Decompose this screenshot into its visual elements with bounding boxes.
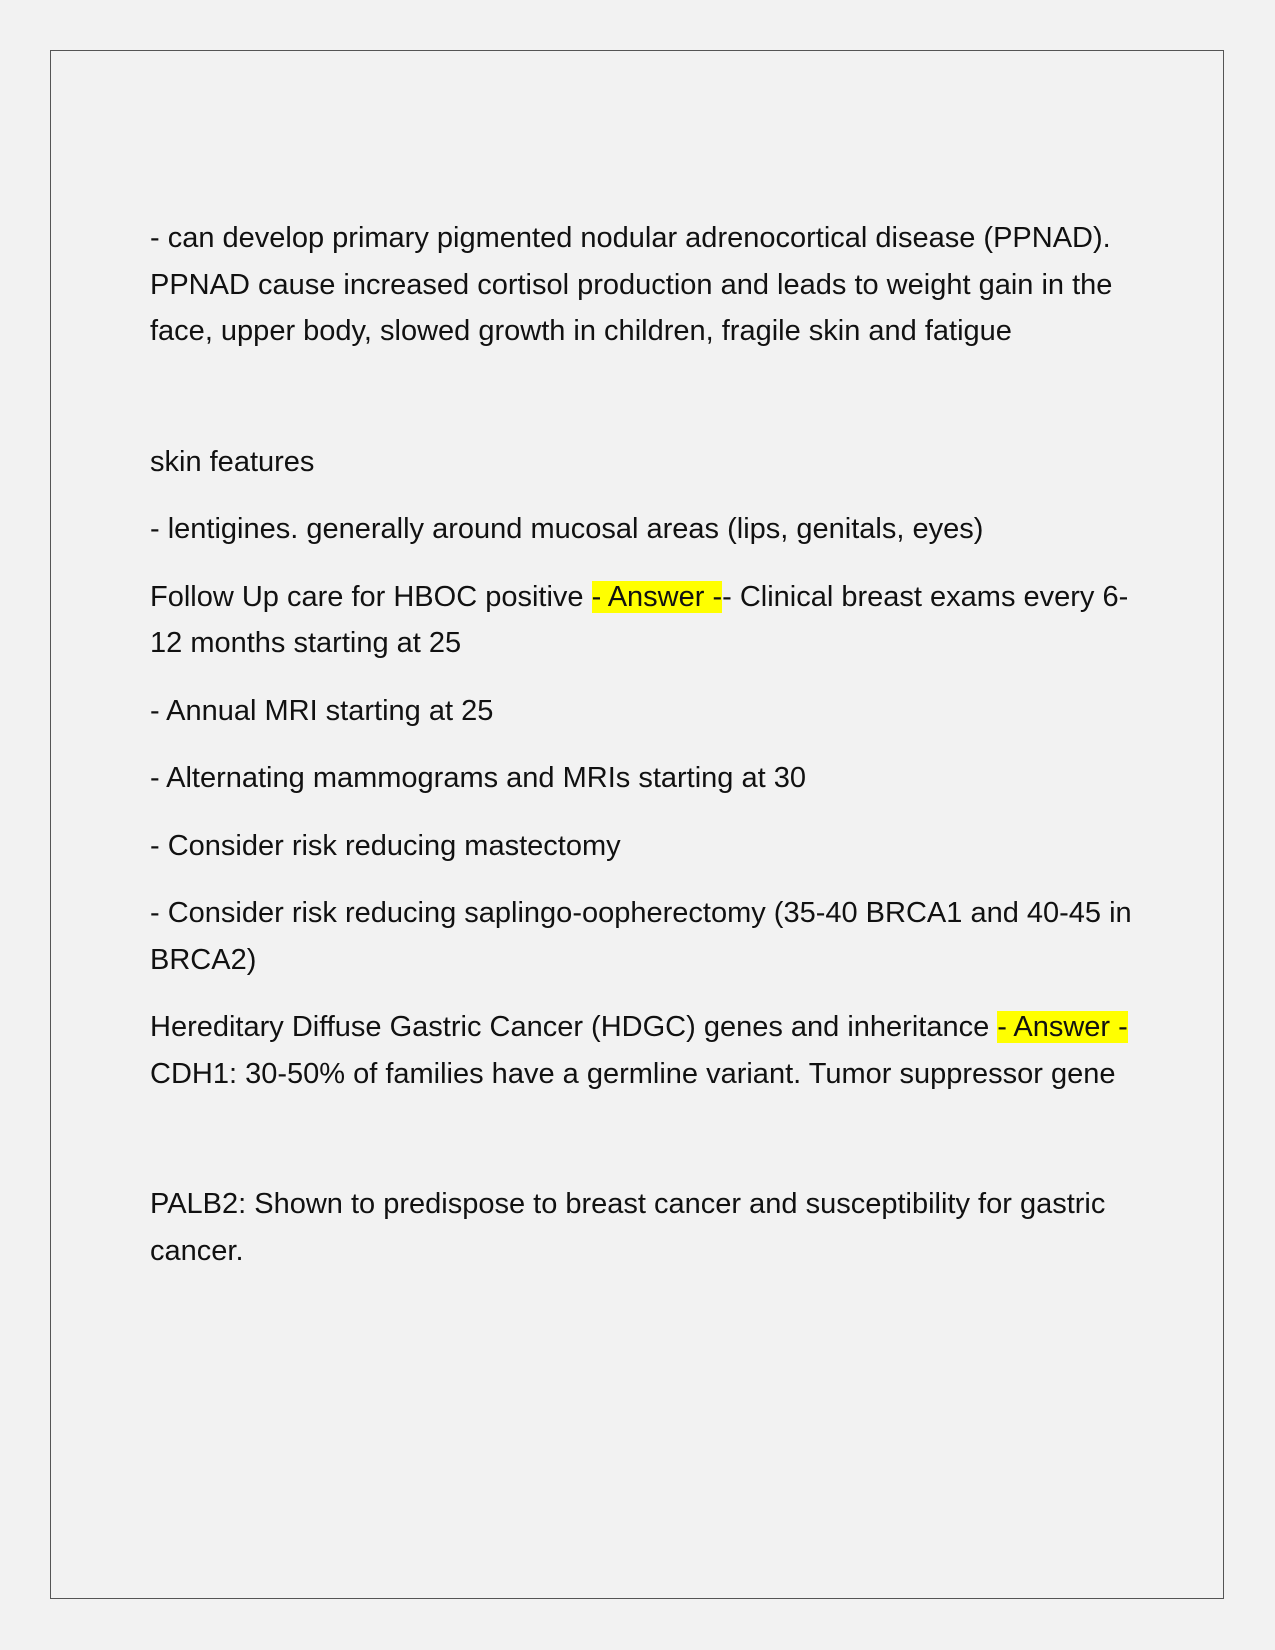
paragraph-lentigines: - lentigines. generally around mucosal areas (lips, genitals, eyes): [150, 513, 984, 545]
flashcard-hdgc: [150, 1004, 1140, 1097]
question-text: Hereditary Diffuse Gastric Cancer (HDGC) genes and inheritance: [150, 1011, 998, 1043]
paragraph-ppnad: - can develop primary pigmented nodular adrenocortical disease (PPNAD). PPNAD cause increased cortisol production and leads to weight gain in the face, upper body, slowed growth in children, fragile skin and fatigue: [150, 222, 1113, 347]
paragraph-annual-mri: - Annual MRI starting at 25: [150, 694, 494, 727]
document-body: [150, 215, 1140, 1274]
question-text: Follow Up care for HBOC positive: [150, 580, 592, 613]
answer-text: CDH1: 30-50% of families have a germline variant. Tumor suppressor gene: [150, 1057, 1116, 1090]
answer-marker: - Answer -: [591, 580, 723, 613]
paragraph-oopherectomy: - Consider risk reducing saplingo-oopherectomy (35-40 BRCA1 and 40-45 in BRCA2): [150, 897, 1132, 976]
paragraph-alternating: - Alternating mammograms and MRIs starting at 30: [150, 762, 806, 794]
answer-marker: - Answer -: [997, 1011, 1128, 1043]
answer-text: - Clinical breast exams every 6-12 months starting at 25: [150, 580, 1129, 659]
flashcard-hboc-followup: [150, 574, 1140, 667]
paragraph-skin-features: skin features: [150, 445, 315, 478]
paragraph-palb2: PALB2: Shown to predispose to breast cancer and susceptibility for gastric cancer.: [150, 1188, 1106, 1267]
paragraph-mastectomy: - Consider risk reducing mastectomy: [150, 829, 621, 862]
